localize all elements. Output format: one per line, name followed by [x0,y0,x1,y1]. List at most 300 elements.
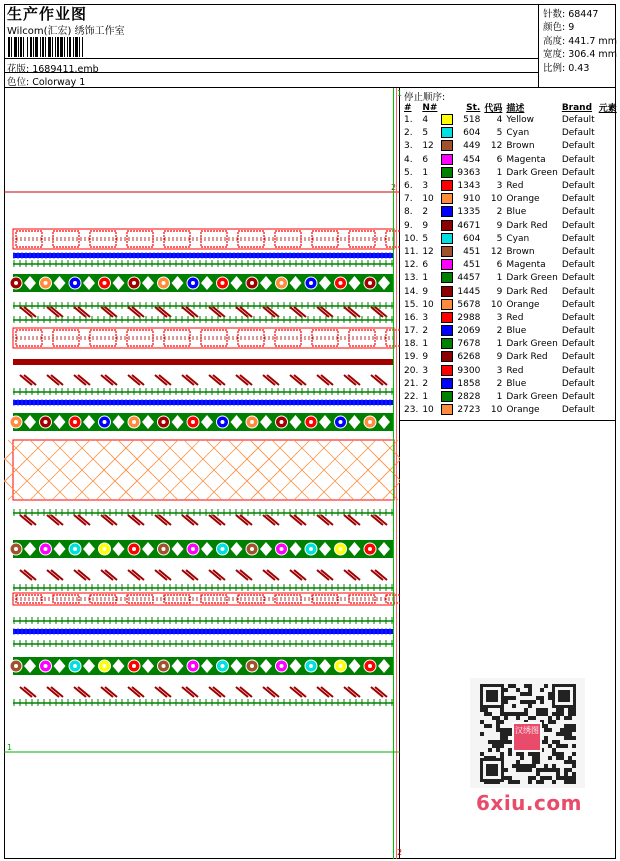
qr-module [552,752,556,756]
table-row [402,180,619,193]
qr-module [564,780,568,784]
qr-module [560,756,564,760]
cell-needle: 3 [422,365,429,376]
qr-module [512,704,516,708]
table-row [402,114,619,127]
color-swatch [441,220,453,231]
qr-module [568,716,572,720]
cell-code: 6 [496,154,503,165]
qr-module [504,688,508,692]
qr-module [528,700,532,704]
marker-bottom: 1 [7,743,13,752]
qr-module [536,780,540,784]
cell-description: Yellow [506,115,535,126]
medallion-center [73,281,77,285]
cell-brand: Default [561,260,595,271]
qr-module [548,756,552,760]
cell-brand: Default [561,339,595,350]
medallion-center [191,420,195,424]
cell-brand: Default [561,181,595,192]
color-swatch [441,391,453,402]
table-row [402,259,619,272]
qr-module [528,716,532,720]
cell-code: 9 [496,352,503,363]
cell-element [597,233,619,246]
medallion-center [339,420,343,424]
cell-stitches: 1445 [457,286,481,297]
cell-index: 6. [404,181,413,192]
color-swatch [441,351,453,362]
qr-module [528,684,532,688]
cell-code: 5 [496,233,503,244]
qr-module [560,744,564,748]
cell-description: Orange [506,194,540,205]
qr-module [520,700,524,704]
stop-sequence-table [402,101,619,417]
qr-module [560,712,564,716]
cell-code: 1 [496,339,503,350]
qr-module [556,756,560,760]
qr-module [544,764,548,768]
qr-module [520,712,524,716]
qr-module [504,728,508,732]
cell-brand: Default [561,128,595,139]
qr-module [508,780,512,784]
cell-stitches: 9363 [457,167,481,178]
cell-code: 9 [496,286,503,297]
qr-module [552,780,556,784]
qr-module [552,712,556,716]
cell-brand: Default [561,299,595,310]
qr-module [536,768,540,772]
cell-swatch [439,154,455,167]
medallion-center [132,547,136,551]
cell-index: 21. [404,378,419,389]
medallion-center [221,547,225,551]
cell-description: Red [506,181,524,192]
qr-module [516,716,520,720]
qr-module [492,744,496,748]
medallion-center [368,664,372,668]
cell-index: 14. [404,286,419,297]
qr-module [572,724,576,728]
table-row [402,272,619,285]
qr-module [556,772,560,776]
medallion-center [162,547,166,551]
qr-module [500,740,504,744]
table-row [402,351,619,364]
crosshatch-line [4,440,46,500]
qr-module [556,740,560,744]
cell-code: 3 [496,365,503,376]
cell-needle: 6 [422,154,429,165]
qr-module [548,768,552,772]
medallion-center [309,420,313,424]
qr-module [500,720,504,724]
cell-swatch [439,233,455,246]
lattice-motif [90,595,116,603]
cell-brand: Default [561,246,595,257]
qr-module [556,744,560,748]
medallion-center [44,281,48,285]
cell-code: 4 [496,115,503,126]
cell-code: 2 [496,207,503,218]
cell-code: 6 [496,260,503,271]
medallion-center [191,281,195,285]
qr-module [540,688,544,692]
barcode-bar [83,37,84,57]
qr-module [536,708,540,712]
cell-brand: Default [561,141,595,152]
qr-module [504,716,508,720]
table-row [402,167,619,180]
cell-description: Dark Red [506,352,548,363]
qr-module [564,732,568,736]
qr-module [572,752,576,756]
qr-module [504,712,508,716]
cell-description: Cyan [506,233,530,244]
design-canvas [4,88,403,859]
medallion-center [14,420,18,424]
qr-module [568,732,572,736]
table-row [402,140,619,153]
cell-needle: 5 [422,128,429,139]
stat-height: 高度: 441.7 mm [543,36,617,47]
lattice-motif [238,231,264,247]
qr-module [560,708,564,712]
cell-description: Cyan [506,128,530,139]
cell-description: Red [506,365,524,376]
cell-brand: Default [561,233,595,244]
qr-module [488,724,492,728]
cell-description: Dark Green [506,392,558,403]
cell-brand: Default [561,352,595,363]
qr-module [572,708,576,712]
cell-needle: 2 [422,326,429,337]
table-row [402,404,619,417]
table-header-row [402,101,619,114]
cell-swatch [439,180,455,193]
qr-module [548,716,552,720]
qr-module [564,716,568,720]
cell-needle: 4 [422,115,429,126]
qr-module [552,748,556,752]
qr-module [516,752,520,756]
qr-module [552,768,556,772]
qr-module [572,772,576,776]
qr-module [540,780,544,784]
cell-needle: 1 [422,273,429,284]
qr-module [556,732,560,736]
cell-needle: 1 [422,339,429,350]
lattice-motif [238,595,264,603]
cell-element [597,312,619,325]
table-row [402,233,619,246]
medallion-center [14,547,18,551]
marker-top: 2 [391,183,397,192]
medallion-center [221,281,225,285]
cell-index: 8. [404,207,413,218]
qr-module [504,740,508,744]
qr-module [508,712,512,716]
cell-description: Blue [506,326,527,337]
qr-module [560,776,564,780]
qr-module [564,728,568,732]
cell-brand: Default [561,378,595,389]
cell-element [597,285,619,298]
color-swatch [441,140,453,151]
table-row [402,220,619,233]
qr-module [488,712,492,716]
cell-needle: 10 [422,194,434,205]
qr-module [564,736,568,740]
medallion-center [14,281,18,285]
cell-description: Orange [506,405,540,416]
qr-module [532,700,536,704]
table-row [402,246,619,259]
medallion-center [103,664,107,668]
table-row [402,285,619,298]
qr-module [544,768,548,772]
qr-module [552,720,556,724]
stop-sequence-title: 停止顺序: [404,92,446,103]
cell-swatch [439,285,455,298]
cell-description: Blue [506,207,527,218]
qr-module [564,724,568,728]
color-swatch [441,233,453,244]
qr-module [572,776,576,780]
qr-module [532,760,536,764]
qr-module [516,712,520,716]
medallion-center [73,664,77,668]
qr-module [552,740,556,744]
cell-element [597,259,619,272]
qr-module [488,748,492,752]
qr-module [512,696,516,700]
medallion-center [339,664,343,668]
medallion-center [44,664,48,668]
cell-needle: 12 [422,141,434,152]
table-row [402,127,619,140]
cell-element [597,299,619,312]
cell-description: Dark Green [506,339,558,350]
qr-module [500,744,504,748]
header-divider [4,72,539,73]
cell-brand: Default [561,326,595,337]
qr-module [572,728,576,732]
qr-module [560,752,564,756]
qr-module [504,776,508,780]
qr-module [568,724,572,728]
cell-swatch [439,391,455,404]
medallion-center [280,281,284,285]
cell-brand: Default [561,405,595,416]
cell-brand: Default [561,392,595,403]
cell-stitches: 604 [463,128,481,139]
qr-module [556,768,560,772]
cell-index: 9. [404,220,413,231]
color-swatch [441,312,453,323]
medallion-center [191,664,195,668]
qr-module [556,716,560,720]
crosshatch-line [4,440,46,500]
cell-element [597,180,619,193]
qr-module [548,720,552,724]
qr-module [528,692,532,696]
cell-index: 15. [404,299,419,310]
cell-needle: 2 [422,207,429,218]
color-swatch [441,206,453,217]
color-swatch [441,299,453,310]
qr-module [528,704,532,708]
crosshatch-line [4,440,24,500]
cell-index: 17. [404,326,419,337]
lattice-motif [90,231,116,247]
cell-swatch [439,272,455,285]
cell-stitches: 5678 [457,299,481,310]
qr-module [532,752,536,756]
qr-module [544,776,548,780]
qr-module [528,752,532,756]
cell-index: 5. [404,167,413,178]
color-swatch [441,154,453,165]
cell-stitches: 4671 [457,220,481,231]
medallion-center [132,281,136,285]
cell-stitches: 4457 [457,273,481,284]
cell-index: 19. [404,352,419,363]
table-row [402,365,619,378]
qr-module [536,752,540,756]
medallion-center [162,281,166,285]
qr-module [544,740,548,744]
cell-needle: 3 [422,181,429,192]
color-swatch [441,114,453,125]
cell-swatch [439,220,455,233]
qr-module [540,768,544,772]
cell-swatch [439,312,455,325]
cell-swatch [439,193,455,206]
cell-stitches: 454 [463,154,481,165]
qr-module [572,712,576,716]
qr-module [544,708,548,712]
cell-index: 4. [404,154,413,165]
qr-module [548,744,552,748]
qr-module [520,752,524,756]
cell-needle: 5 [422,233,429,244]
qr-module [556,708,560,712]
qr-module [556,712,560,716]
medallion-center [280,547,284,551]
cell-brand: Default [561,154,595,165]
color-swatch [441,259,453,270]
qr-module [484,708,488,712]
qr-module [568,768,572,772]
medallion-center [368,420,372,424]
cell-swatch [439,140,455,153]
medallion-center [309,664,313,668]
page-title: 生产作业图 [7,5,88,23]
cell-code: 9 [496,220,503,231]
qr-module [560,728,564,732]
color-swatch [441,338,453,349]
qr-module [496,720,500,724]
medallion-center [103,547,107,551]
cell-element [597,272,619,285]
qr-module [492,740,496,744]
qr-module [572,760,576,764]
color-swatch [441,286,453,297]
medallion-center [250,664,254,668]
qr-module [568,780,572,784]
cell-code: 1 [496,392,503,403]
cell-description: Brown [506,246,535,257]
qr-module [536,696,540,700]
qr-module [500,728,504,732]
cell-swatch [439,351,455,364]
medallion-center [368,281,372,285]
table-row [402,391,619,404]
medallion-center [280,420,284,424]
cell-index: 12. [404,260,419,271]
cell-index: 2. [404,128,413,139]
qr-module [480,752,484,756]
qr-module [540,708,544,712]
qr-module [500,708,504,712]
cell-element [597,114,619,127]
qr-module [524,712,528,716]
qr-module [548,696,552,700]
cell-swatch [439,378,455,391]
cell-index: 13. [404,273,419,284]
cell-description: Magenta [506,260,546,271]
cell-stitches: 451 [463,246,481,257]
medallion-center [44,547,48,551]
cell-brand: Default [561,194,595,205]
cell-index: 22. [404,392,419,403]
cell-swatch [439,338,455,351]
stat-scale: 比例: 0.43 [543,63,590,74]
qr-module [568,712,572,716]
qr-finder-core [558,690,570,702]
medallion-center [103,420,107,424]
cell-index: 11. [404,246,419,257]
cell-swatch [439,167,455,180]
cell-description: Dark Red [506,286,548,297]
qr-finder-core [486,690,498,702]
lattice-motif [90,330,116,346]
qr-module [496,728,500,732]
qr-module [536,712,540,716]
cell-description: Dark Red [506,220,548,231]
cell-description: Brown [506,141,535,152]
qr-module [504,696,508,700]
qr-module [512,712,516,716]
medallion-center [368,547,372,551]
cell-element [597,193,619,206]
cell-element [597,391,619,404]
qr-module [544,684,548,688]
marker-right-top: 1 [397,89,403,98]
qr-module [532,756,536,760]
cell-brand: Default [561,115,595,126]
qr-module [500,712,504,716]
cell-needle: 9 [422,220,429,231]
cell-code: 10 [490,194,503,205]
barcode-image [8,37,116,57]
qr-logo: 汉绣图 [512,722,542,752]
qr-module [544,728,548,732]
medallion-center [162,420,166,424]
